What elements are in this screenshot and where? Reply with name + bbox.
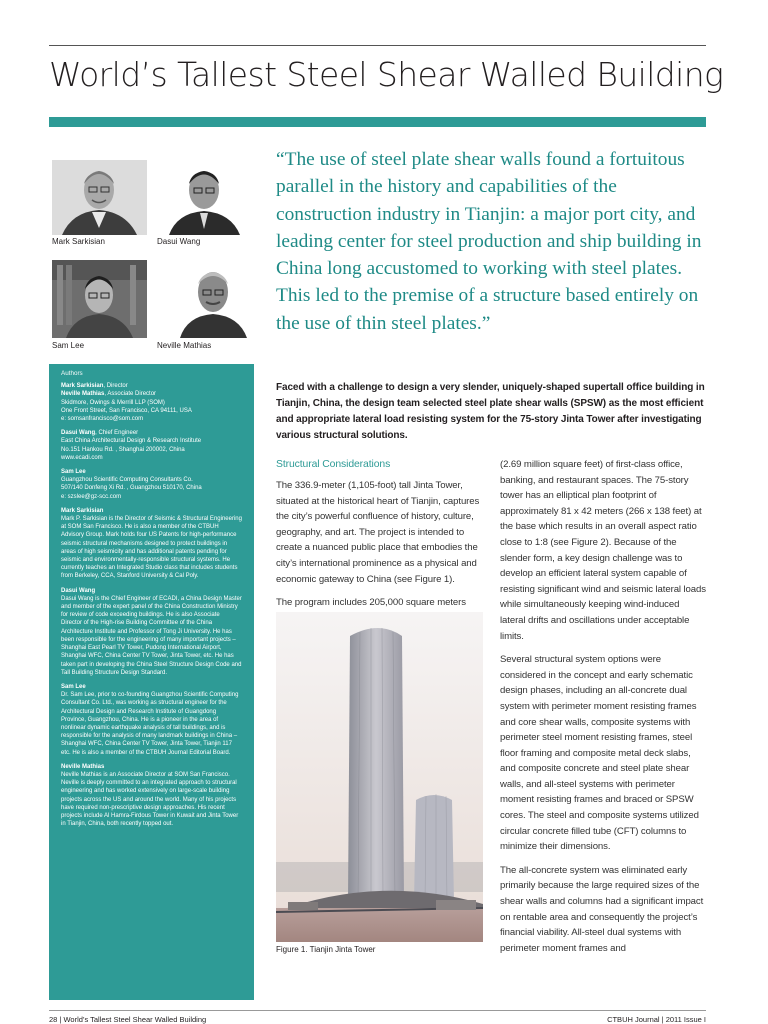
author-bio (61, 763, 242, 829)
email[interactable]: e: szslee@gz-scc.com (61, 493, 122, 500)
website[interactable]: www.ecadi.com (61, 454, 103, 461)
bio-text: Neville Mathias is an Associate Director at SOM San Francisco. Neville is deeply committed to an integrated approach to structural engineering and has worked extensively on large-scale building projects across the US and around the world. Many of his projects have required non-prescriptive design approaches. His recent projects include Al Hamra-Firdous Tower in Kuwait and Jinta Tower in Tianjin, China, both recently topped out. (61, 771, 239, 828)
figure-caption: Figure 1. Tianjin Jinta Tower (276, 945, 376, 954)
article-intro: Faced with a challenge to design a very slender, uniquely-shaped supertall office building in Tianjin, China, the design team selected steel plate shear walls (SPSW) as the most efficient and appropriate lateral load resisting system for the 75-story Jinta Tower after investigating various structural solutions. (276, 382, 705, 441)
photo-caption: Neville Mathias (157, 341, 212, 350)
bio-text: Dasui Wang is the Chief Engineer of ECADI, a China Design Master and member of the expert panel of the China Construction Ministry for review of code exceeding buildings. He is also Associate Director of the High-rise Building Committee of the China Architecture Institute and Professor of Tong Ji University. He has been responsible for the engineering of many important projects – Shanghai East Pearl TV Tower, Pudong International Airport, Shanghai WFC, China Center TV Tower, Jinta Tower, etc. He has taken part in developing the China Steel Structure Design Code and Tall Building Structure Design Standard. (61, 595, 242, 676)
photo-caption: Mark Sarkisian (52, 237, 105, 246)
authors-sidebar (49, 364, 254, 1000)
author-name: Mark Sarkisian (61, 383, 104, 390)
author-bio (61, 683, 242, 757)
footer-rule (49, 1010, 706, 1011)
body-column-2 (500, 457, 707, 964)
body-paragraph: (2.69 million square feet) of first-class office, banking, and restaurant spaces. The 75-story tower has an elliptical plan footprint of approximately 81 x 42 meters (266 x 138 feet) at the base which results in an overall aspect ratio close to 1:8 (see Figure 2). Because of the slender form, a key design challenge was to develop an efficient lateral system capable of resisting significant wind and seismic lateral loads while simultaneously keeping wind-induced lateral drifts and oscillations under acceptable limits. (500, 459, 706, 642)
address: One Front Street, San Francisco, CA 94111, USA (61, 407, 192, 414)
author-photo-sam-lee (52, 260, 147, 338)
body-paragraph: The 336.9-meter (1,105-foot) tall Jinta Tower, situated at the historical heart of Tianjin, captures the city’s powerful confluence of history, culture, geography, and art. The project is intended to create a nuanced public place that embodies the city’s international prominence as a physical and economic gateway to China (see Figure 1). (276, 480, 480, 585)
author-photo-dasui-wang (157, 157, 252, 235)
address: No.151 Hankou Rd. , Shanghai 200002, China (61, 446, 185, 453)
author-bio (61, 587, 242, 677)
top-rule (49, 45, 706, 46)
organization: Skidmore, Owings & Merrill LLP (SOM) (61, 399, 165, 406)
organization: Guangzhou Scientific Computing Consultants Co. (61, 477, 193, 484)
author-name: Dasui Wang (61, 430, 96, 437)
author-role: , Chief Engineer (95, 430, 139, 437)
author-photo-neville-mathias (175, 258, 252, 338)
author-contact (61, 429, 242, 462)
author-contact (61, 468, 242, 501)
page-title: World’s Tallest Steel Shear Walled Building (49, 55, 724, 94)
body-paragraph: The program includes 205,000 square meters (276, 597, 466, 609)
body-paragraph: Several structural system options were considered in the concept and early schematic design phases, including an all-concrete dual system with perimeter moment resisting frames and core shear walls, composite systems with perimeter steel moment resisting frames, steel floor framing and composite metal deck slabs, and composite concrete and steel plate shear walls, and all-steel systems with perimeter moment resisting frames and braced or SPSW cores. The steel and composite systems utilized circular concrete filled tube (CFT) columns to minimize their dimensions. (500, 654, 699, 853)
author-role: , Associate Director (104, 391, 157, 398)
author-contact (61, 382, 242, 423)
author-photo-mark-sarkisian (52, 160, 147, 235)
photo-caption: Sam Lee (52, 341, 85, 350)
tower-figure-image (276, 612, 483, 942)
bio-text: Mark P. Sarkisian is the Director of Seismic & Structural Engineering at SOM San Francisco. He is also a member of the CTBUH Advisory Group. Mark holds four US Patents for high-performance seismic structural mechanisms designed to protect buildings in areas of high seismicity and has additional patents pending for seismic and environmentally-responsible structural systems. He currently teaches an Integrated Studio class that includes students from Berkeley, CCA, Stanford University & Cal Poly. (61, 516, 242, 580)
footer-page-number: 28 | World’s Tallest Steel Shear Walled Building (49, 1015, 207, 1024)
accent-bar (49, 117, 706, 127)
organization: East China Architectural Design & Research Institute (61, 438, 202, 445)
body-column-1 (276, 457, 482, 619)
bio-heading: Mark Sarkisian (61, 507, 104, 514)
section-heading: Structural Considerations (276, 459, 391, 470)
photo-caption: Dasui Wang (157, 237, 201, 246)
sidebar-heading: Authors (61, 370, 83, 377)
author-role: , Director (103, 383, 128, 390)
author-bio (61, 507, 242, 581)
body-paragraph: The all-concrete system was eliminated early primarily because the large required sizes of the shear walls and columns had a significant impact on rentable area and consequently the project’s financial viability. All-steel dual systems with perimeter moment frames and (500, 864, 704, 954)
author-name: Sam Lee (61, 469, 86, 476)
bio-text: Dr. Sam Lee, prior to co-founding Guangzhou Scientific Computing Consultant Co. Ltd., was working as structural engineer for the Architectural Design and Research Institute of Guangdong Province, Guangzhou, China. He is a pioneer in the area of nonlinear dynamic earthquake analysis of tall buildings, and is responsible for the analysis of many landmark buildings in China – Shanghai WFC, China Center TV Tower, Jinta Tower, Tianjin 117 etc. He is also a member of the CTBUH Journal Editorial Board. (61, 692, 239, 756)
footer-journal: CTBUH Journal | 2011 Issue I (607, 1015, 706, 1024)
pull-quote: “The use of steel plate shear walls found a fortuitous parallel in the history and capabilities of the construction industry in Tianjin: a major port city, and leading center for steel production and ship building in China long accustomed to working with steel plates. This led to the premise of a structure based entirely on the use of thin steel plates.” (276, 149, 702, 334)
address: 507/140 Donfeng Xi Rd. , Guangzhou 510170, China (61, 485, 202, 492)
bio-heading: Neville Mathias (61, 763, 105, 770)
bio-heading: Sam Lee (61, 683, 86, 690)
author-name: Neville Mathias (61, 391, 105, 398)
bio-heading: Dasui Wang (61, 587, 96, 594)
email[interactable]: e: somsanfrancisco@som.com (61, 416, 144, 423)
